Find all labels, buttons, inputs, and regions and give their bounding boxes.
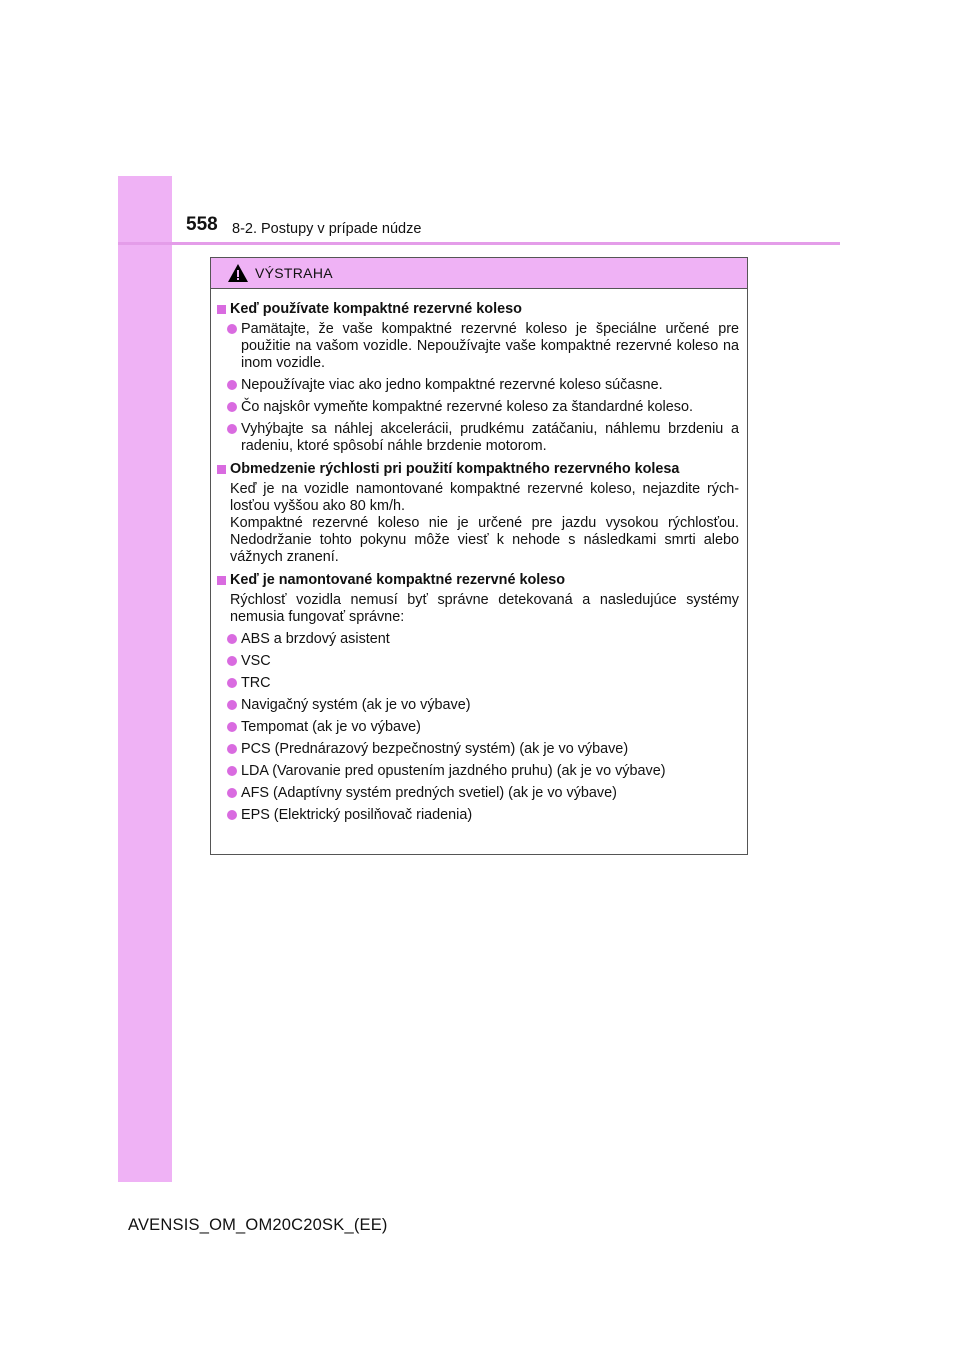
dot-bullet-icon (227, 788, 237, 798)
paragraph: Rýchlosť vozidla nemusí byť správne detekovaná a nasledujúce systémy nemusia fungovať správne: (230, 592, 739, 625)
section-heading: Keď používate kompaktné rezervné koleso (217, 301, 739, 318)
paragraph: Kompaktné rezervné koleso nie je určené pre jazdu vysokou rýchlosťou. Nedodržanie tohto pokynu môže viesť k nehode s následkami smrti alebo vážnych zranení. (230, 515, 739, 565)
dot-bullet-icon (227, 744, 237, 754)
square-bullet-icon (217, 465, 226, 474)
dot-bullet-icon (227, 700, 237, 710)
section-heading: Keď je namontované kompaktné rezervné koleso (217, 572, 739, 589)
dot-bullet-icon (227, 634, 237, 644)
document-footer: AVENSIS_OM_OM20C20SK_(EE) (128, 1216, 388, 1234)
list-item: TRC (227, 675, 739, 692)
dot-bullet-icon (227, 424, 237, 434)
dot-bullet-icon (227, 810, 237, 820)
list-item: Čo najskôr vymeňte kompaktné rezervné koleso za štandardné koleso. (227, 399, 739, 416)
dot-bullet-icon (227, 678, 237, 688)
page-number: 558 (186, 214, 218, 235)
square-bullet-icon (217, 305, 226, 314)
list-item: AFS (Adaptívny systém predných svetiel) (ak je vo výbave) (227, 785, 739, 802)
list-item: Tempomat (ak je vo výbave) (227, 719, 739, 736)
dot-bullet-icon (227, 402, 237, 412)
warning-label: VÝSTRAHA (255, 265, 333, 281)
list-item: EPS (Elektrický posilňovač riadenia) (227, 807, 739, 824)
dot-bullet-icon (227, 656, 237, 666)
list-item: LDA (Varovanie pred opustením jazdného pruhu) (ak je vo výbave) (227, 763, 739, 780)
list-item: Pamätajte, že vaše kompaktné rezervné koleso je špeciálne určené pre použitie na vašom vozidle. Nepoužívajte vaše kompaktné rezervné koleso na inom vozidle. (227, 321, 739, 372)
dot-bullet-icon (227, 324, 237, 334)
header-rule (118, 242, 840, 245)
warning-header (211, 258, 747, 289)
warning-triangle-icon (227, 263, 249, 283)
warning-body (211, 289, 747, 824)
list-item: ABS a brzdový asistent (227, 631, 739, 648)
dot-bullet-icon (227, 722, 237, 732)
dot-bullet-icon (227, 380, 237, 390)
list-item: VSC (227, 653, 739, 670)
section-heading: Obmedzenie rýchlosti pri použití kompaktného rezervného kolesa (217, 461, 739, 478)
list-item: Vyhýbajte sa náhlej akcelerácii, prudkému zatáčaniu, náhlemu brzdeniu a radeniu, ktoré spôsobí náhle brzdenie motorom. (227, 421, 739, 455)
side-margin-band (118, 176, 172, 1182)
section-title: 8-2. Postupy v prípade núdze (232, 221, 422, 237)
square-bullet-icon (217, 576, 226, 585)
paragraph: Keď je na vozidle namontované kompaktné rezervné koleso, nejazdite rých-losťou vyššou ako 80 km/h. (230, 481, 739, 514)
dot-bullet-icon (227, 766, 237, 776)
list-item: Nepoužívajte viac ako jedno kompaktné rezervné koleso súčasne. (227, 377, 739, 394)
list-item: PCS (Prednárazový bezpečnostný systém) (ak je vo výbave) (227, 741, 739, 758)
warning-box (210, 257, 748, 855)
list-item: Navigačný systém (ak je vo výbave) (227, 697, 739, 714)
